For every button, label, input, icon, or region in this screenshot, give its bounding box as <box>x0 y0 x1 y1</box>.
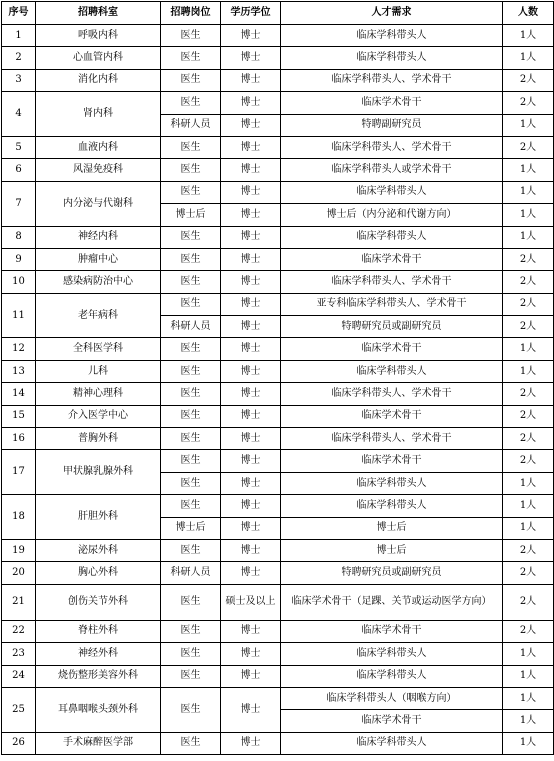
cell-post: 医生 <box>161 620 221 642</box>
cell-post: 医生 <box>161 383 221 405</box>
table-row <box>2 495 554 517</box>
cell-degree: 博士 <box>221 92 281 114</box>
cell-need: 临床学科带头人、学术骨干 <box>281 428 503 450</box>
cell-dept: 神经内科 <box>36 226 161 248</box>
cell-dept: 介入医学中心 <box>36 405 161 427</box>
cell-dept: 甲状腺乳腺外科 <box>36 450 161 495</box>
cell-degree: 博士 <box>221 620 281 642</box>
cell-need: 临床学术骨干 <box>281 620 503 642</box>
cell-no: 12 <box>2 338 36 360</box>
cell-count: 1人 <box>503 710 554 732</box>
cell-count: 1人 <box>503 204 554 226</box>
table-row <box>2 405 554 427</box>
cell-post: 医生 <box>161 136 221 158</box>
cell-need: 特聘研究员或副研究员 <box>281 316 503 338</box>
cell-degree: 博士 <box>221 271 281 293</box>
cell-no: 14 <box>2 383 36 405</box>
cell-dept: 神经外科 <box>36 643 161 665</box>
table-row <box>2 159 554 181</box>
cell-no: 21 <box>2 584 36 620</box>
cell-need: 临床学科带头人、学术骨干 <box>281 69 503 91</box>
cell-no: 17 <box>2 450 36 495</box>
header-degree: 学历学位 <box>221 2 281 25</box>
cell-degree: 博士 <box>221 495 281 517</box>
cell-need: 临床学科带头人 <box>281 226 503 248</box>
cell-count: 1人 <box>503 159 554 181</box>
cell-degree: 博士 <box>221 136 281 158</box>
cell-no: 16 <box>2 428 36 450</box>
table-row <box>2 226 554 248</box>
cell-degree: 博士 <box>221 338 281 360</box>
cell-dept: 普胸外科 <box>36 428 161 450</box>
cell-no: 10 <box>2 271 36 293</box>
cell-post: 博士后 <box>161 517 221 539</box>
cell-count: 2人 <box>503 450 554 472</box>
table-row <box>2 25 554 47</box>
cell-need: 临床学科带头人 <box>281 495 503 517</box>
cell-post: 医生 <box>161 584 221 620</box>
cell-post: 医生 <box>161 643 221 665</box>
cell-count: 1人 <box>503 181 554 203</box>
table-row <box>2 428 554 450</box>
cell-degree: 博士 <box>221 450 281 472</box>
cell-count: 1人 <box>503 665 554 687</box>
table-row <box>2 181 554 203</box>
cell-no: 1 <box>2 25 36 47</box>
table-row <box>2 69 554 91</box>
cell-need: 临床学术骨干（足踝、关节或运动医学方向） <box>281 584 503 620</box>
cell-count: 1人 <box>503 643 554 665</box>
cell-dept: 脊柱外科 <box>36 620 161 642</box>
cell-degree: 博士 <box>221 69 281 91</box>
cell-degree: 博士 <box>221 25 281 47</box>
cell-need: 临床学术骨干 <box>281 450 503 472</box>
cell-post: 博士后 <box>161 204 221 226</box>
table-row <box>2 584 554 620</box>
cell-count: 2人 <box>503 136 554 158</box>
cell-no: 3 <box>2 69 36 91</box>
cell-count: 2人 <box>503 316 554 338</box>
cell-post: 科研人员 <box>161 114 221 136</box>
cell-count: 1人 <box>503 47 554 69</box>
cell-need: 临床学科带头人、学术骨干 <box>281 136 503 158</box>
table-row <box>2 293 554 315</box>
cell-count: 2人 <box>503 383 554 405</box>
table-row <box>2 47 554 69</box>
header-no: 序号 <box>2 2 36 25</box>
table-row <box>2 271 554 293</box>
cell-need: 临床学科带头人（咽喉方向） <box>281 687 503 709</box>
cell-count: 2人 <box>503 539 554 561</box>
cell-degree: 博士 <box>221 687 281 732</box>
table-row <box>2 539 554 561</box>
cell-degree: 博士 <box>221 181 281 203</box>
cell-dept: 心血管内科 <box>36 47 161 69</box>
cell-need: 特聘研究员或副研究员 <box>281 562 503 584</box>
cell-post: 医生 <box>161 47 221 69</box>
cell-post: 医生 <box>161 450 221 472</box>
cell-no: 11 <box>2 293 36 338</box>
cell-need: 临床学术骨干 <box>281 248 503 270</box>
cell-need: 博士后 <box>281 539 503 561</box>
cell-count: 1人 <box>503 338 554 360</box>
cell-degree: 博士 <box>221 539 281 561</box>
cell-post: 科研人员 <box>161 562 221 584</box>
cell-no: 22 <box>2 620 36 642</box>
cell-dept: 内分泌与代谢科 <box>36 181 161 226</box>
cell-no: 13 <box>2 360 36 382</box>
cell-dept: 肿瘤中心 <box>36 248 161 270</box>
cell-dept: 儿科 <box>36 360 161 382</box>
cell-no: 24 <box>2 665 36 687</box>
cell-degree: 博士 <box>221 562 281 584</box>
cell-count: 2人 <box>503 620 554 642</box>
table-row <box>2 562 554 584</box>
table-row <box>2 383 554 405</box>
table-row <box>2 338 554 360</box>
cell-count: 1人 <box>503 495 554 517</box>
cell-count: 2人 <box>503 248 554 270</box>
cell-count: 2人 <box>503 69 554 91</box>
cell-post: 医生 <box>161 360 221 382</box>
cell-count: 1人 <box>503 472 554 494</box>
cell-no: 8 <box>2 226 36 248</box>
cell-post: 医生 <box>161 472 221 494</box>
cell-post: 医生 <box>161 428 221 450</box>
cell-degree: 博士 <box>221 248 281 270</box>
cell-need: 临床学科带头人 <box>281 25 503 47</box>
cell-dept: 创伤关节外科 <box>36 584 161 620</box>
recruitment-table <box>1 1 554 755</box>
cell-need: 临床学科带头人、学术骨干 <box>281 271 503 293</box>
table-row <box>2 687 554 709</box>
cell-need: 临床学科带头人 <box>281 472 503 494</box>
cell-dept: 全科医学科 <box>36 338 161 360</box>
cell-no: 20 <box>2 562 36 584</box>
cell-dept: 肾内科 <box>36 92 161 137</box>
cell-count: 2人 <box>503 584 554 620</box>
cell-post: 医生 <box>161 92 221 114</box>
cell-count: 1人 <box>503 226 554 248</box>
cell-need: 临床学术骨干 <box>281 338 503 360</box>
cell-count: 1人 <box>503 687 554 709</box>
cell-need: 临床学科带头人 <box>281 47 503 69</box>
cell-no: 18 <box>2 495 36 540</box>
cell-need: 临床学科带头人 <box>281 643 503 665</box>
cell-post: 医生 <box>161 293 221 315</box>
cell-no: 26 <box>2 732 36 754</box>
cell-post: 医生 <box>161 226 221 248</box>
cell-need: 临床学术骨干 <box>281 710 503 732</box>
cell-dept: 感染病防治中心 <box>36 271 161 293</box>
cell-post: 医生 <box>161 539 221 561</box>
cell-need: 临床学科带头人 <box>281 732 503 754</box>
cell-dept: 泌尿外科 <box>36 539 161 561</box>
cell-no: 9 <box>2 248 36 270</box>
cell-no: 19 <box>2 539 36 561</box>
cell-count: 1人 <box>503 517 554 539</box>
cell-dept: 血液内科 <box>36 136 161 158</box>
cell-count: 2人 <box>503 293 554 315</box>
cell-post: 医生 <box>161 495 221 517</box>
cell-degree: 博士 <box>221 204 281 226</box>
cell-degree: 博士 <box>221 293 281 315</box>
cell-post: 科研人员 <box>161 316 221 338</box>
table-row <box>2 450 554 472</box>
cell-need: 临床学科带头人或学术骨干 <box>281 159 503 181</box>
cell-no: 7 <box>2 181 36 226</box>
cell-degree: 博士 <box>221 732 281 754</box>
cell-no: 2 <box>2 47 36 69</box>
cell-degree: 博士 <box>221 159 281 181</box>
cell-degree: 博士 <box>221 226 281 248</box>
cell-count: 1人 <box>503 114 554 136</box>
table-row <box>2 248 554 270</box>
cell-count: 1人 <box>503 25 554 47</box>
cell-no: 5 <box>2 136 36 158</box>
cell-no: 23 <box>2 643 36 665</box>
cell-dept: 精神心理科 <box>36 383 161 405</box>
cell-no: 15 <box>2 405 36 427</box>
header-need: 人才需求 <box>281 2 503 25</box>
cell-degree: 博士 <box>221 114 281 136</box>
cell-need: 博士后（内分泌和代谢方向） <box>281 204 503 226</box>
cell-dept: 耳鼻咽喉头颈外科 <box>36 687 161 732</box>
cell-dept: 烧伤整形美容外科 <box>36 665 161 687</box>
cell-need: 临床学术骨干 <box>281 405 503 427</box>
cell-no: 4 <box>2 92 36 137</box>
cell-dept: 胸心外科 <box>36 562 161 584</box>
cell-post: 医生 <box>161 687 221 732</box>
cell-post: 医生 <box>161 665 221 687</box>
table-row <box>2 643 554 665</box>
cell-degree: 博士 <box>221 316 281 338</box>
cell-count: 2人 <box>503 92 554 114</box>
cell-post: 医生 <box>161 732 221 754</box>
table-row <box>2 360 554 382</box>
cell-need: 博士后 <box>281 517 503 539</box>
cell-need: 特聘副研究员 <box>281 114 503 136</box>
cell-degree: 博士 <box>221 383 281 405</box>
table-row <box>2 620 554 642</box>
cell-count: 2人 <box>503 428 554 450</box>
cell-post: 医生 <box>161 248 221 270</box>
cell-degree: 博士 <box>221 47 281 69</box>
cell-post: 医生 <box>161 338 221 360</box>
cell-post: 医生 <box>161 405 221 427</box>
cell-degree: 博士 <box>221 360 281 382</box>
table-row <box>2 665 554 687</box>
table-row <box>2 732 554 754</box>
cell-post: 医生 <box>161 69 221 91</box>
cell-no: 25 <box>2 687 36 732</box>
cell-dept: 消化内科 <box>36 69 161 91</box>
cell-need: 临床学科带头人、学术骨干 <box>281 383 503 405</box>
table-row <box>2 136 554 158</box>
cell-post: 医生 <box>161 181 221 203</box>
cell-post: 医生 <box>161 271 221 293</box>
cell-count: 2人 <box>503 405 554 427</box>
cell-degree: 博士 <box>221 517 281 539</box>
header-row <box>2 2 554 25</box>
cell-dept: 肝胆外科 <box>36 495 161 540</box>
cell-need: 临床学科带头人 <box>281 665 503 687</box>
cell-degree: 博士 <box>221 428 281 450</box>
header-count: 人数 <box>503 2 554 25</box>
cell-degree: 硕士及以上 <box>221 584 281 620</box>
cell-degree: 博士 <box>221 643 281 665</box>
cell-count: 1人 <box>503 360 554 382</box>
cell-degree: 博士 <box>221 665 281 687</box>
cell-need: 临床学科带头人 <box>281 181 503 203</box>
cell-dept: 老年病科 <box>36 293 161 338</box>
cell-degree: 博士 <box>221 405 281 427</box>
cell-post: 医生 <box>161 25 221 47</box>
header-post: 招聘岗位 <box>161 2 221 25</box>
cell-need: 临床学科带头人 <box>281 360 503 382</box>
cell-dept: 呼吸内科 <box>36 25 161 47</box>
header-dept: 招聘科室 <box>36 2 161 25</box>
cell-count: 2人 <box>503 271 554 293</box>
cell-need: 亚专科临床学科带头人、学术骨干 <box>281 293 503 315</box>
cell-need: 临床学术骨干 <box>281 92 503 114</box>
cell-no: 6 <box>2 159 36 181</box>
cell-count: 2人 <box>503 562 554 584</box>
cell-dept: 手术麻醉医学部 <box>36 732 161 754</box>
cell-post: 医生 <box>161 159 221 181</box>
cell-dept: 风湿免疫科 <box>36 159 161 181</box>
cell-degree: 博士 <box>221 472 281 494</box>
cell-count: 1人 <box>503 732 554 754</box>
table-row <box>2 92 554 114</box>
